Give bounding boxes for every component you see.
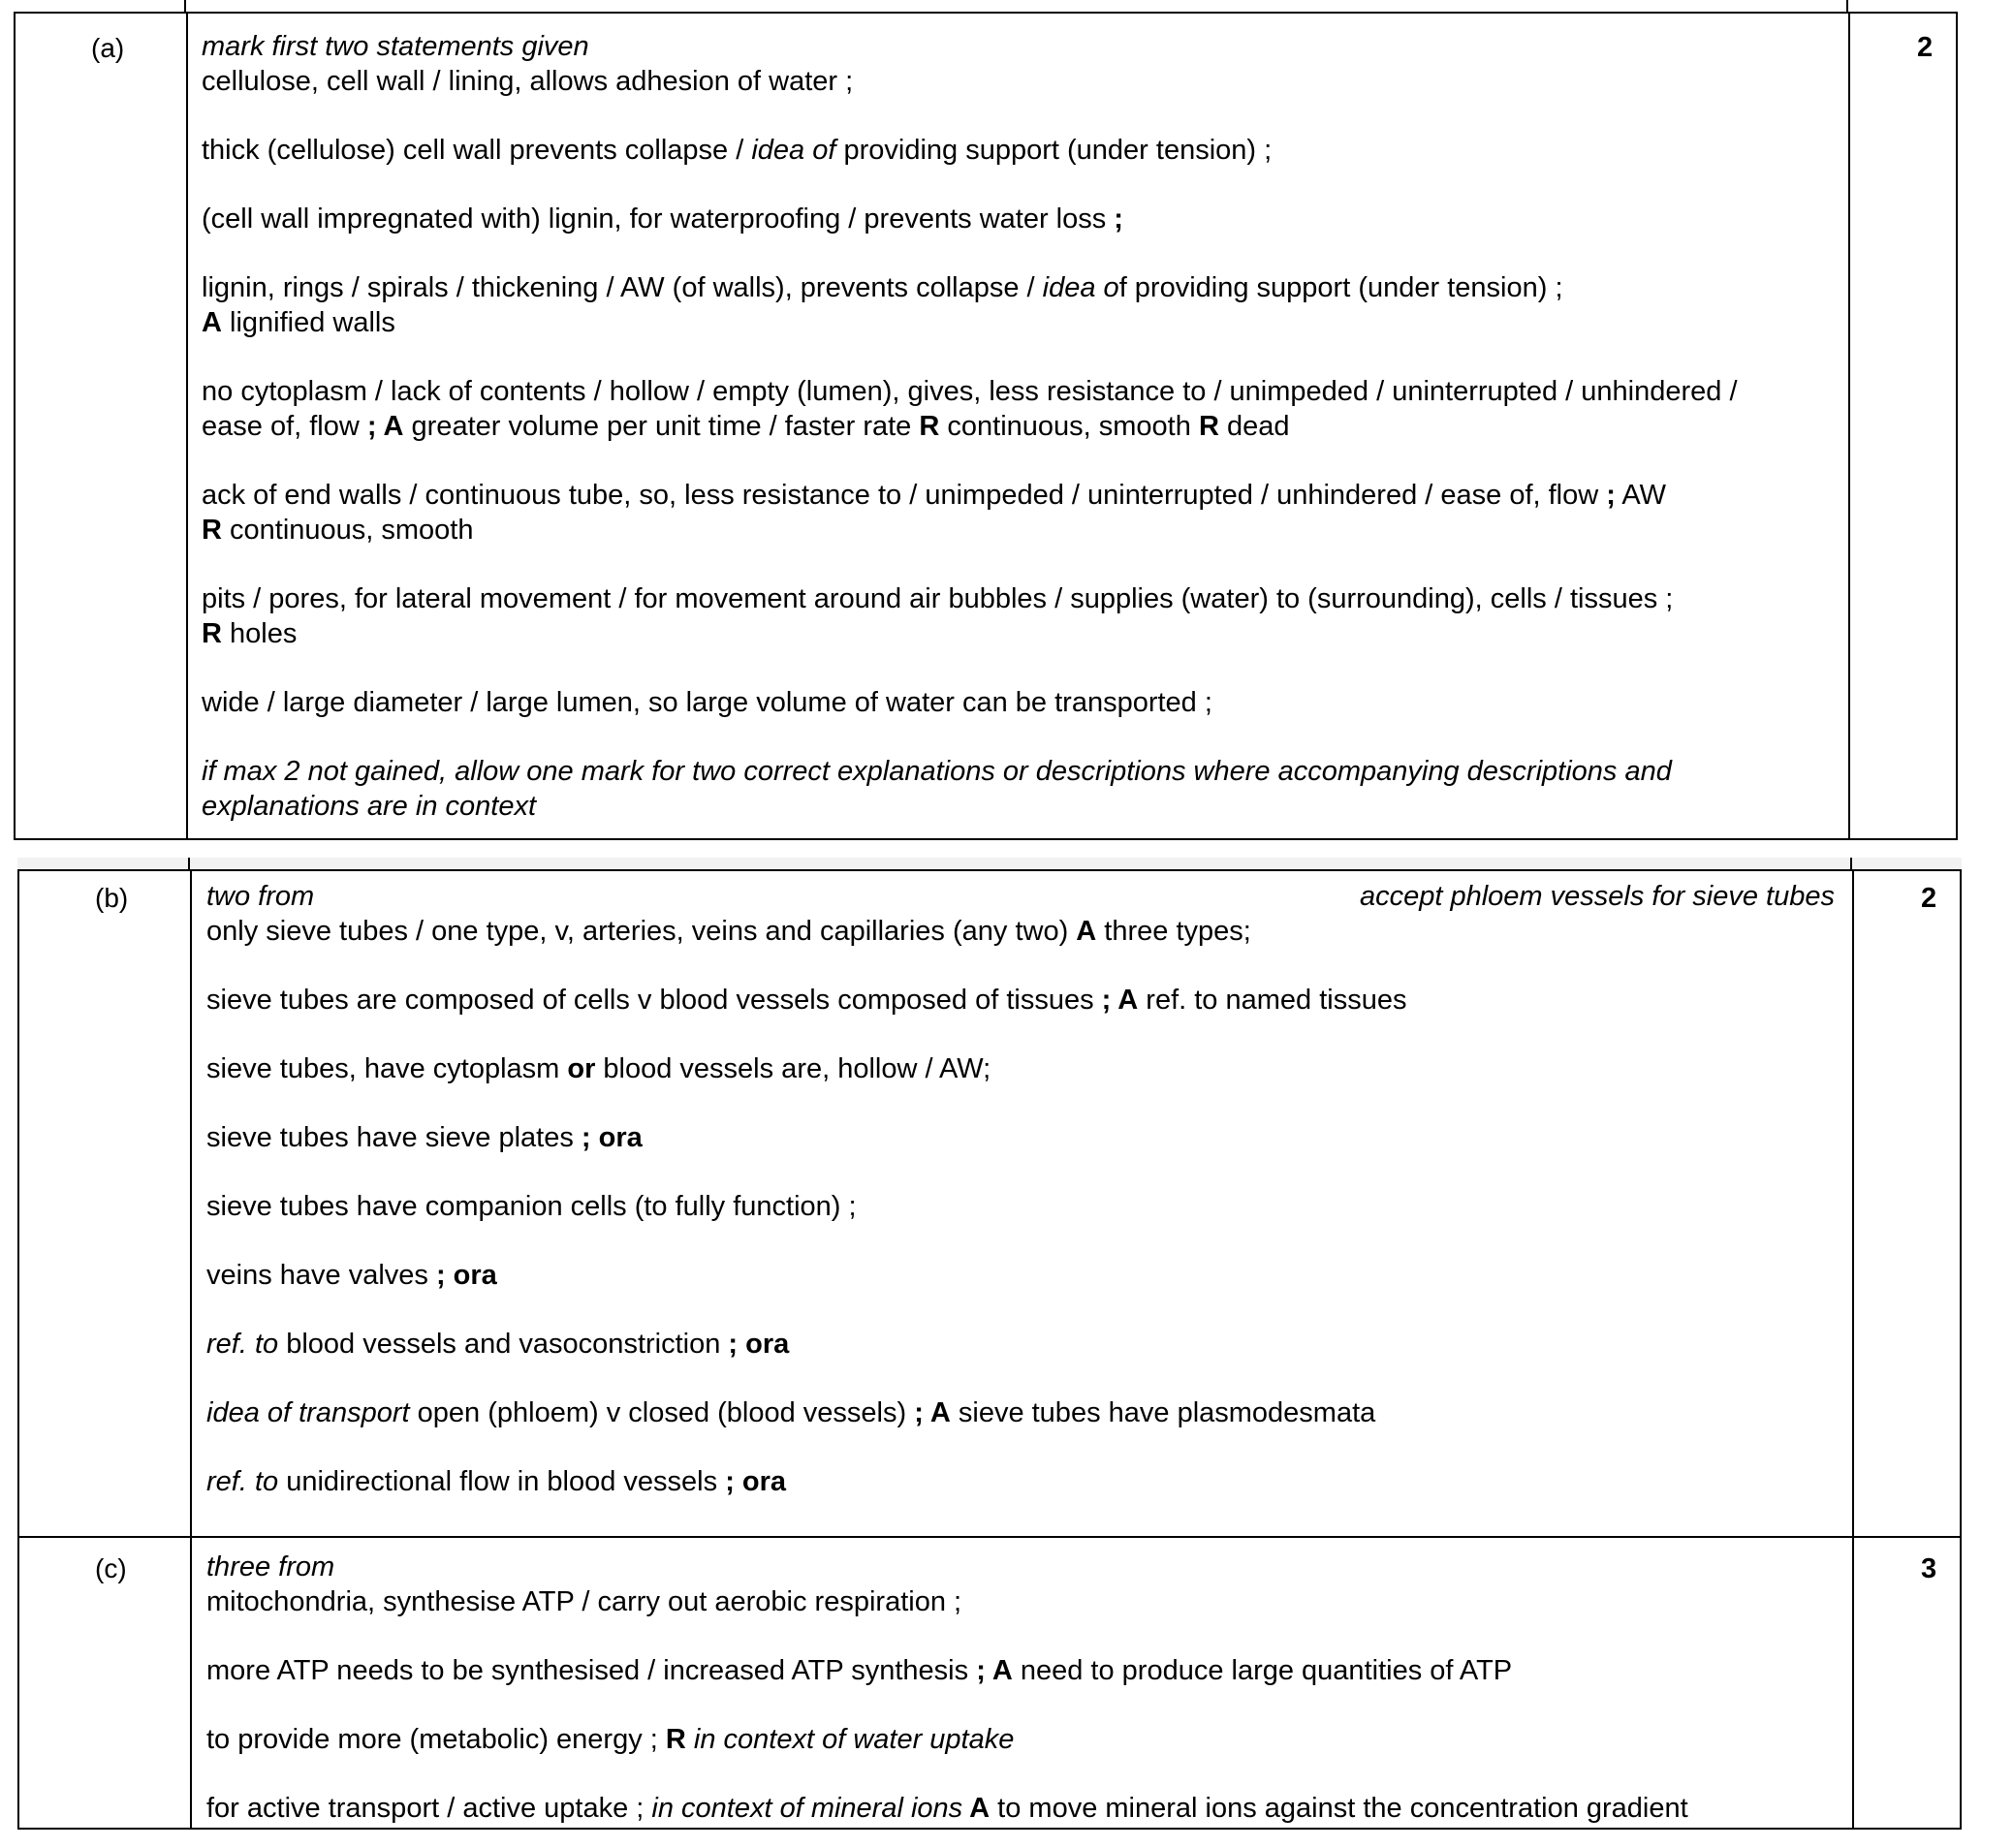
question-part-label: (c) (95, 1553, 127, 1583)
answer-line: to provide more (metabolic) energy ; R in context of water uptake (206, 1724, 1015, 1755)
answer-line: veins have valves ; ora (206, 1260, 497, 1291)
answer-line: wide / large diameter / large lumen, so large volume of water can be transported ; (202, 687, 1212, 718)
instruction-text: if max 2 not gained, allow one mark for two correct explanations or descriptions where accompanying descriptions and (202, 756, 1672, 787)
instruction-text: mark first two statements given (202, 31, 589, 62)
answer-line: ref. to unidirectional flow in blood vessels ; ora (206, 1466, 787, 1497)
instruction-text: two from (206, 881, 315, 912)
answer-line: ref. to blood vessels and vasoconstriction ; ora (206, 1329, 790, 1360)
guidance-note: accept phloem vessels for sieve tubes (1359, 881, 1835, 912)
previous-table-edge (14, 0, 1958, 14)
answer-line: thick (cellulose) cell wall prevents collapse / idea of providing support (under tension) ; (202, 135, 1273, 166)
answer-line: only sieve tubes / one type, v, arteries, veins and capillaries (any two) A three types; (206, 916, 1251, 947)
answer-line: idea of transport open (phloem) v closed (blood vessels) ; A sieve tubes have plasmodesmata (206, 1397, 1376, 1428)
answer-line: sieve tubes have companion cells (to fully function) ; (206, 1191, 857, 1222)
answer-line: (cell wall impregnated with) lignin, for waterproofing / prevents water loss ; (202, 204, 1123, 235)
instruction-row (206, 879, 1835, 914)
answer-content (202, 29, 1840, 824)
answer-line: cellulose, cell wall / lining, allows adhesion of water ; (202, 66, 854, 97)
answer-line: sieve tubes have sieve plates ; ora (206, 1122, 643, 1153)
answer-line: R holes (202, 618, 298, 649)
answer-line: pits / pores, for lateral movement / for movement around air bubbles / supplies (water) to (surrounding), cells / tissues ; (202, 583, 1674, 614)
marks-value: 3 (1921, 1553, 1937, 1584)
question-part-label: (a) (91, 33, 125, 63)
answer-line: mitochondria, synthesise ATP / carry out aerobic respiration ; (206, 1586, 962, 1617)
mark-scheme-table-a (14, 14, 1958, 840)
answer-line: ease of, flow ; A greater volume per unit time / faster rate R continuous, smooth R dead (202, 411, 1290, 442)
answer-content (206, 879, 1835, 1499)
answer-line: no cytoplasm / lack of contents / hollow / empty (lumen), gives, less resistance to / unimpeded / uninterrupted / unhindered / (202, 376, 1738, 407)
mark-scheme-table-bc (17, 869, 1962, 1830)
answer-line: sieve tubes, have cytoplasm or blood vessels are, hollow / AW; (206, 1053, 991, 1084)
answer-line: for active transport / active uptake ; in context of mineral ions A to move mineral ions against the concentration gradient (206, 1793, 1688, 1824)
answer-line: sieve tubes are composed of cells v blood vessels composed of tissues ; A ref. to named tissues (206, 985, 1407, 1016)
question-part-label: (b) (95, 883, 129, 913)
answer-content (206, 1550, 1835, 1826)
answer-line: lignin, rings / spirals / thickening / AW (of walls), prevents collapse / idea of providing support (under tension) ; (202, 272, 1563, 303)
answer-line: more ATP needs to be synthesised / increased ATP synthesis ; A need to produce large quantities of ATP (206, 1655, 1513, 1686)
answer-line: A lignified walls (202, 307, 395, 338)
marks-value: 2 (1921, 883, 1937, 914)
marks-value: 2 (1917, 32, 1934, 63)
answer-line: ack of end walls / continuous tube, so, less resistance to / unimpeded / uninterrupted / unhindered / ease of, flow ; AW (202, 480, 1667, 511)
instruction-text: three from (206, 1551, 335, 1582)
instruction-text: explanations are in context (202, 791, 536, 822)
answer-line: R continuous, smooth (202, 515, 474, 546)
